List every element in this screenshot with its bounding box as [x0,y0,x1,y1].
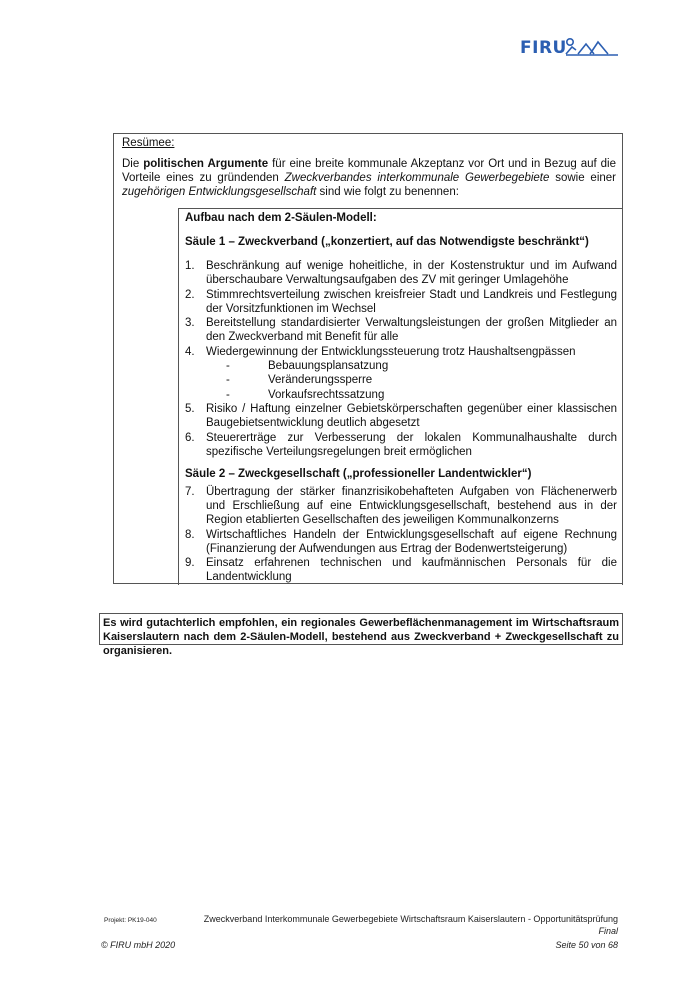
item-text: Stimmrechtsverteilung zwischen kreisfreier Stadt und Landkreis und Festlegung der Vorsitzfunktionen im Wechsel [206,288,617,315]
footer-status: Final [598,926,618,936]
item-number: 4. [185,345,195,358]
sub-dash: - [226,374,230,386]
intro-italic: Zweckverbandes interkommunale Gewerbegebiete [284,172,550,184]
item-number: 7. [185,486,195,498]
item-number: 3. [185,317,195,329]
resume-title: Resümee: [122,137,175,149]
list-item [185,402,617,430]
list-item [185,288,617,316]
intro-text: für eine breite kommunale Akzeptanz vor Ort und in Bezug auf die Vorteile eines zu gründenden [122,158,617,184]
item-text: Beschränkung auf wenige hoheitliche, in der Kostenstruktur und im Aufwand überschaubare Verwaltungsaufgaben des ZV mit geringer Umlagehöhe [206,260,617,286]
firu-logo [520,36,620,60]
intro-text: sind wie folgt zu benennen: [316,186,459,198]
intro-text: sowie einer [549,172,616,184]
list-item [185,345,617,402]
recommendation-box: Es wird gutachterlich empfohlen, ein regionales Gewerbeflächenmanagement im Wirtschaftsraum Kaiserslautern nach dem 2-Säulen-Modell, bestehend aus Zweckverband + Zweckgesellschaft zu organisieren. [99,613,623,645]
item-text: Wirtschaftliches Handeln der Entwicklungsgesellschaft auf eigene Rechnung (Finanzierung der Aufwendungen aus Ertrag der Bodenwertsteigerung) [206,528,617,555]
item-text: Übertragung der stärker finanzrisikobehafteten Aufgaben von Flächenerwerb und Erschließung auf eine Entwicklungsgesellschaft, bestehend aus in der Region etablierten Gesellschaften des jeweiligen Kommunalkonzerns [206,486,617,526]
item-number: 9. [185,557,195,569]
sub-text: Vorkaufsrechtssatzung [268,388,385,401]
list-item [185,431,617,459]
footer-page-number: Seite 50 von 68 [555,940,618,950]
sub-text: Bebauungsplansatzung [268,359,389,372]
item-text: Steuererträge zur Verbesserung der lokalen Kommunalhaushalte durch spezifische Verteilungsregelungen breit ermöglichen [206,431,617,458]
pillar1-heading: Säule 1 – Zweckverband („konzertiert, auf das Notwendigste beschränkt“) [185,236,589,248]
two-pillar-box [178,208,623,585]
item-number: 5. [185,403,195,415]
sub-list [206,359,617,402]
sub-list-item [206,359,617,373]
sub-list-item [206,388,617,402]
item-number: 1. [185,260,195,272]
intro-italic: zugehörigen Entwicklungsgesellschaft [122,186,317,198]
item-number: 2. [185,288,195,301]
intro-bold: politischen Argumente [143,158,269,170]
item-text: Risiko / Haftung einzelner Gebietskörperschaften gegenüber einer klassischen Baugebietsentwicklung deutlich abgesetzt [206,403,617,429]
list-item [185,556,617,584]
sub-text: Veränderungssperre [268,374,373,386]
sub-dash: - [226,359,230,372]
pillar2-heading: Säule 2 – Zweckgesellschaft („professioneller Landentwickler“) [185,468,532,480]
sub-list-item [206,373,617,387]
sub-dash: - [226,388,230,401]
logo-text: FIRU [520,38,567,58]
pillar2-list [185,485,617,585]
pillar1-list [185,259,617,459]
item-text: Wiedergewinnung der Entwicklungssteuerung trotz Haushaltsengpässen [206,345,576,358]
list-item [185,259,617,287]
footer-project: Projekt: PK19-040 [104,917,157,924]
resume-intro [122,157,616,199]
item-text: Bereitstellung standardisierter Verwaltungsleistungen der großen Mitglieder an den Zweckverband mit Benefit für alle [206,317,617,343]
list-item [185,316,617,344]
list-item [185,485,617,527]
list-item [185,528,617,556]
item-number: 8. [185,528,195,541]
two-pillar-title: Aufbau nach dem 2-Säulen-Modell: [185,212,377,224]
item-number: 6. [185,431,195,444]
footer-copyright: © FIRU mbH 2020 [101,940,176,950]
footer-title: Zweckverband Interkommunale Gewerbegebiete Wirtschaftsraum Kaiserslautern - Opportunitätsprüfung [203,914,618,924]
intro-text: Die [122,158,144,170]
logo-figures-icon [564,36,620,58]
resume-box [113,133,623,584]
item-text: Einsatz erfahrenen technischen und kaufmännischen Personals für die Landentwicklung [206,557,617,583]
